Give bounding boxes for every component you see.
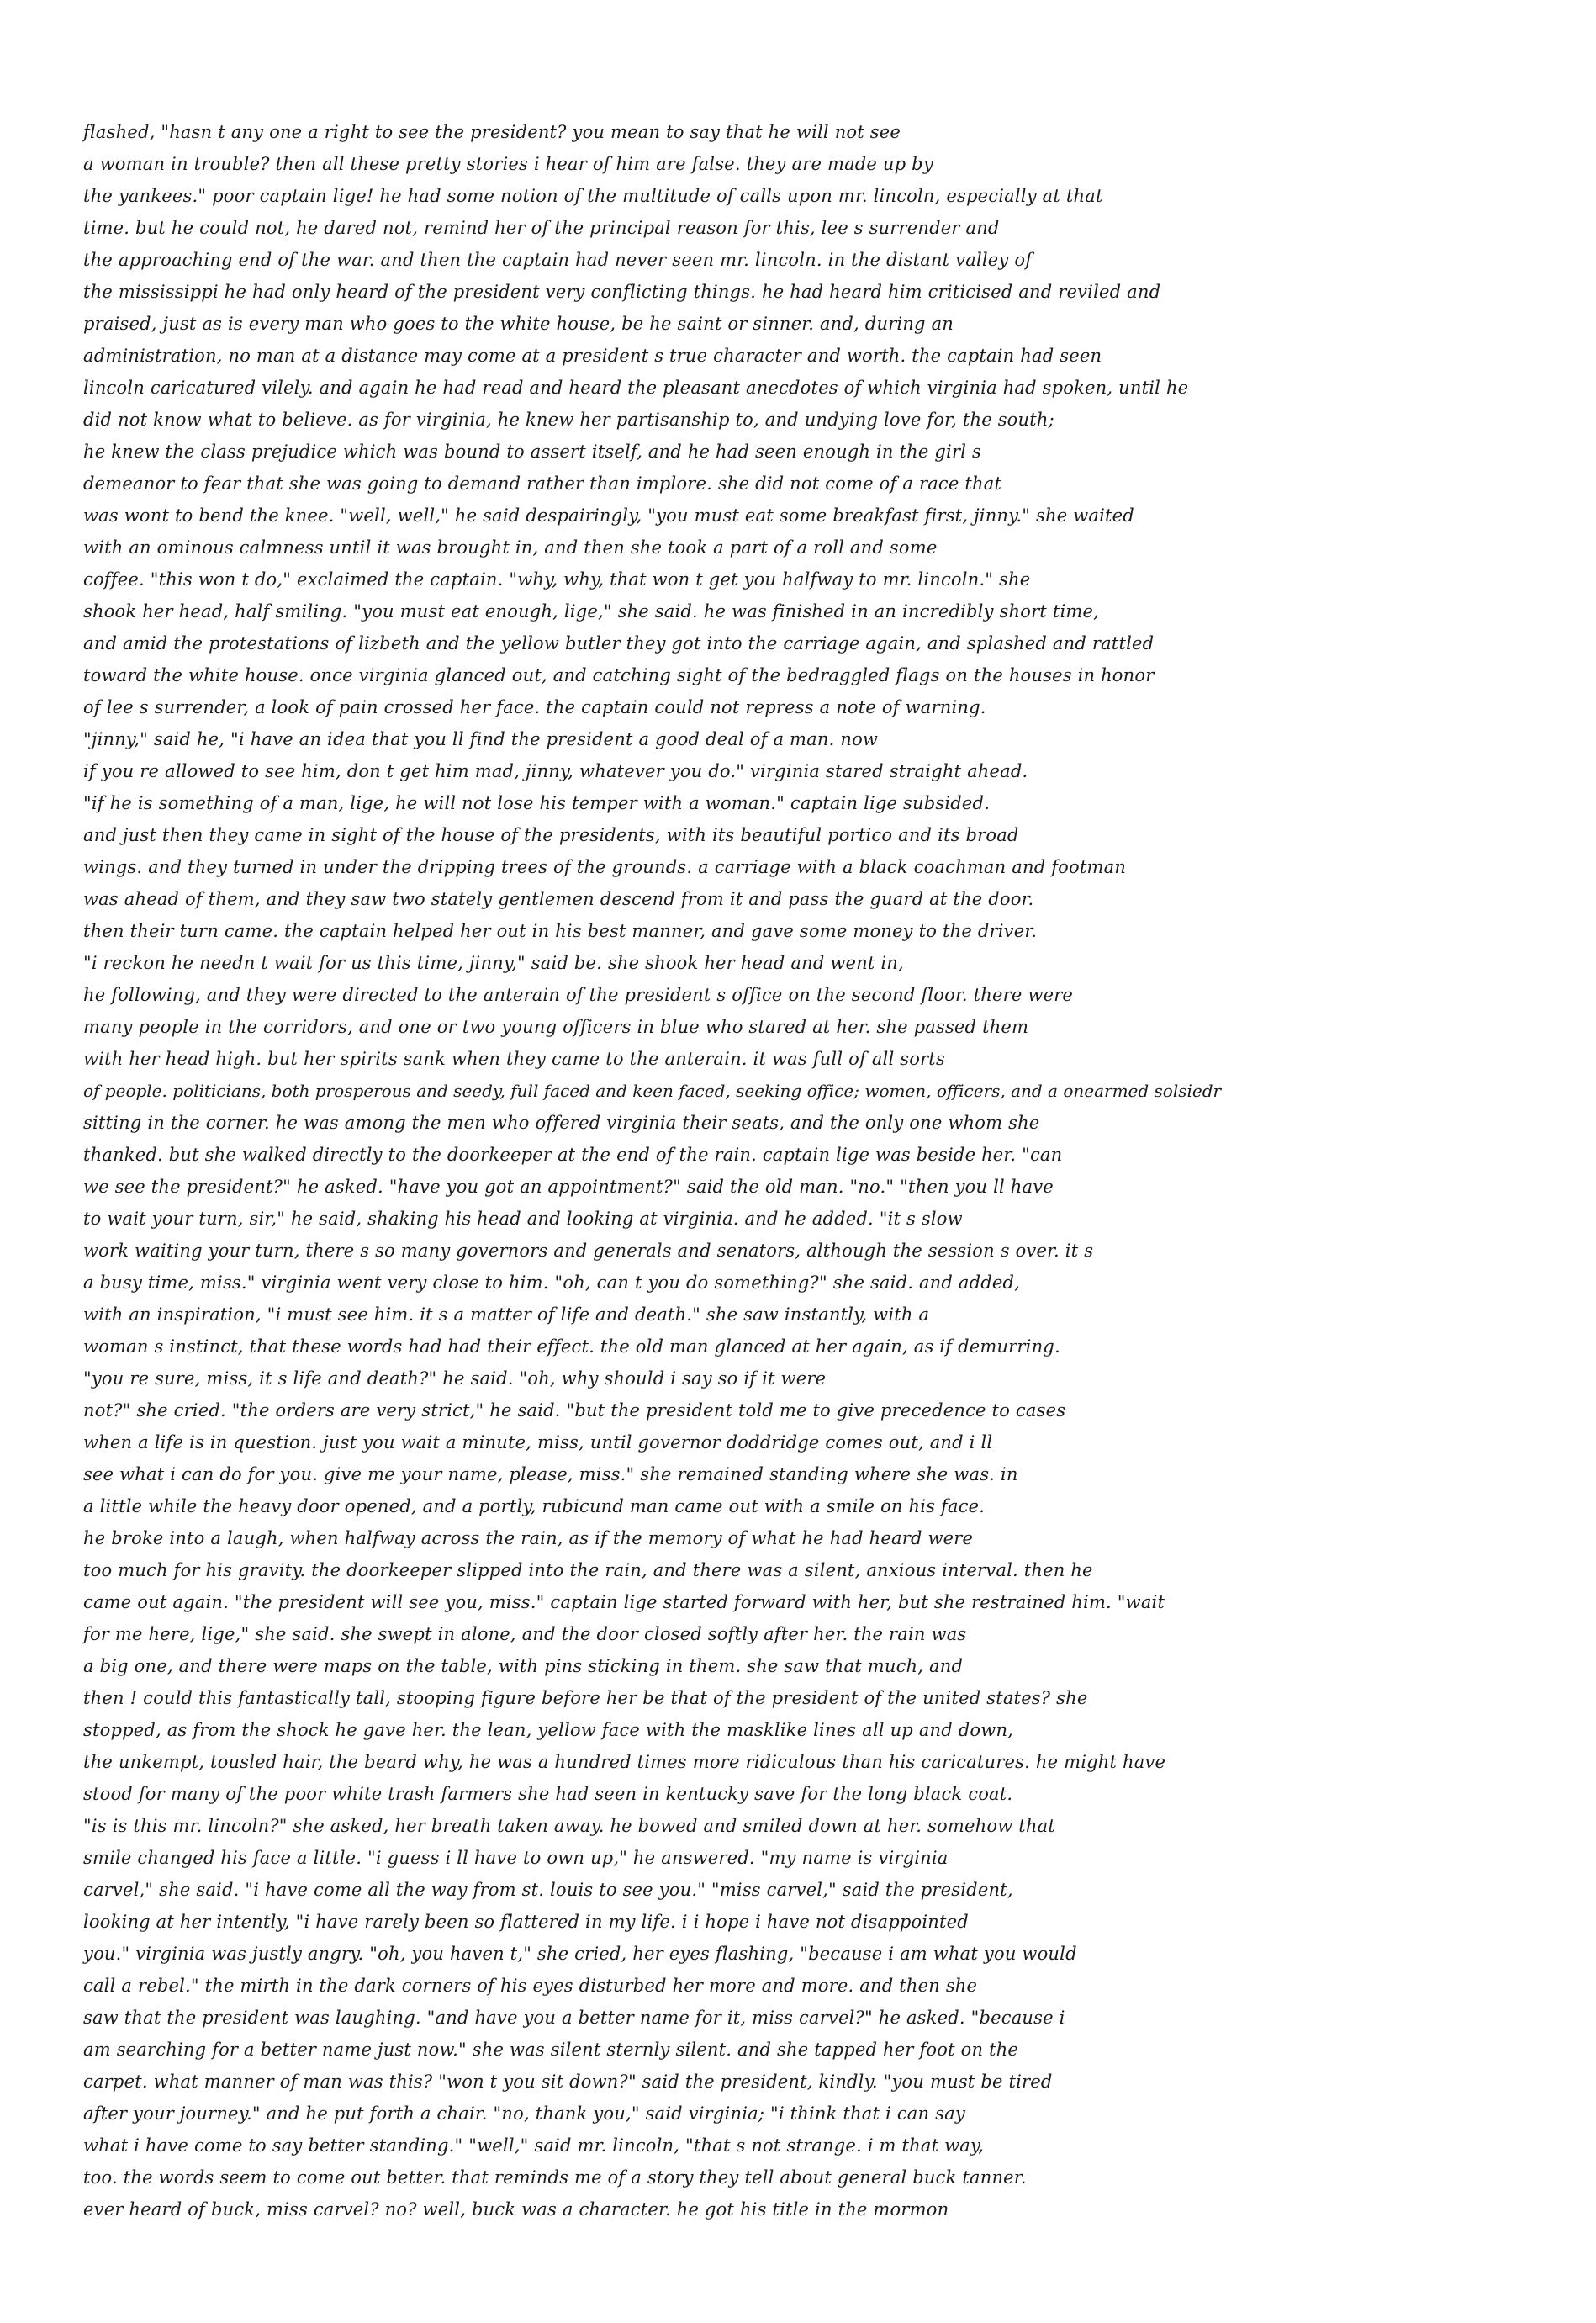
text-line: a little while the heavy door opened, and a portly, rubicund man came out with a smile on his face. (83, 1496, 986, 1516)
text-line: if you re allowed to see him, don t get him mad, jinny, whatever you do." virginia stared straight ahead. (83, 761, 1028, 781)
text-line: of lee s surrender, a look of pain crossed her face. the captain could not repress a note of warning. (83, 697, 986, 717)
text-line: carpet. what manner of man was this? "won t you sit down?" said the president, kindly. "you must be tired (83, 2072, 1053, 2092)
text-line: too much for his gravity. the doorkeeper slipped into the rain, and there was a silent, anxious interval. then he (83, 1560, 1093, 1580)
text-line: he knew the class prejudice which was bound to assert itself, and he had seen enough in the girl s (83, 442, 981, 462)
text-line: lincoln caricatured vilely. and again he had read and heard the pleasant anecdotes of which virginia had spoken, until he (83, 378, 1189, 398)
text-line: stood for many of the poor white trash farmers she had seen in kentucky save for the long black coat. (83, 1784, 1013, 1804)
text-line: was wont to bend the knee. "well, well," he said despairingly, "you must eat some breakfast first, jinny." she waited (83, 505, 1134, 526)
text-line: time. but he could not, he dared not, remind her of the principal reason for this, lee s surrender and (83, 218, 1000, 238)
text-line: and just then they came in sight of the house of the presidents, with its beautiful portico and its broad (83, 825, 1019, 845)
text-line: he following, and they were directed to the anterain of the president s office on the second floor. there were (83, 985, 1074, 1005)
text-line: "if he is something of a man, lige, he will not lose his temper with a woman." captain lige subsided. (83, 793, 991, 813)
text-line: too. the words seem to come out better. that reminds me of a story they tell about general buck tanner. (83, 2167, 1027, 2188)
text-line: ever heard of buck, miss carvel? no? well, buck was a character. he got his title in the mormon (83, 2199, 949, 2220)
text-line: the yankees." poor captain lige! he had some notion of the multitude of calls upon mr. lincoln, especially at that (83, 186, 1103, 206)
text-line: carvel," she said. "i have come all the way from st. louis to see you." "miss carvel," said the president, (83, 1880, 1013, 1900)
text-line: the unkempt, tousled hair, the beard why, he was a hundred times more ridiculous than his caricatures. he might have (83, 1752, 1166, 1772)
text-line: did not know what to believe. as for virginia, he knew her partisanship to, and undying love for, the south; (83, 410, 1054, 430)
text-line: woman s instinct, that these words had had their effect. the old man glanced at her again, as if demurring. (83, 1336, 1060, 1357)
text-line: saw that the president was laughing. "and have you a better name for it, miss carvel?" he asked. "because i (83, 2008, 1065, 2028)
text-line: not?" she cried. "the orders are very strict," he said. "but the president told me to give precedence to cases (83, 1400, 1066, 1421)
text-line: came out again. "the president will see you, miss." captain lige started forward with her, but she restrained him. "wait (83, 1592, 1165, 1612)
text-line: the approaching end of the war. and then the captain had never seen mr. lincoln. in the distant valley of (83, 250, 1033, 270)
text-line: of people. politicians, both prosperous and seedy, full faced and keen faced, seeking office; women, officers, and a onearmed solsiedr (83, 1081, 1222, 1101)
text-line: see what i can do for you. give me your name, please, miss." she remained standing where she was. in (83, 1464, 1018, 1484)
text-line: praised, just as is every man who goes to the white house, be he saint or sinner. and, during an (83, 314, 954, 334)
text-line: you." virginia was justly angry. "oh, you haven t," she cried, her eyes flashing, "because i am what you would (83, 1944, 1077, 1964)
text-line: sitting in the corner. he was among the men who offered virginia their seats, and the only one whom she (83, 1113, 1040, 1133)
text-line: "you re sure, miss, it s life and death?" he said. "oh, why should i say so if it were (83, 1368, 827, 1389)
text-line: demeanor to fear that she was going to demand rather than implore. she did not come of a race that (83, 474, 1002, 494)
text-line: shook her head, half smiling. "you must eat enough, lige," she said. he was finished in an incredibly short time, (83, 601, 1099, 622)
text-line: we see the president?" he asked. "have you got an appointment?" said the old man. "no." "then you ll have (83, 1177, 1054, 1197)
text-line: "is is this mr. lincoln?" she asked, her breath taken away. he bowed and smiled down at her. somehow that (83, 1816, 1055, 1836)
text-line: thanked. but she walked directly to the doorkeeper at the end of the rain. captain lige was beside her. "can (83, 1145, 1063, 1165)
text-line: "jinny," said he, "i have an idea that you ll find the president a good deal of a man. now (83, 729, 879, 749)
text-line: smile changed his face a little. "i guess i ll have to own up," he answered. "my name is virginia (83, 1848, 949, 1868)
text-line: when a life is in question. just you wait a minute, miss, until governor doddridge comes out, and i ll (83, 1432, 993, 1453)
text-line: a big one, and there were maps on the table, with pins sticking in them. she saw that much, and (83, 1656, 964, 1676)
text-line: with her head high. but her spirits sank when they came to the anterain. it was full of all sorts (83, 1049, 945, 1069)
text-line: what i have come to say better standing." "well," said mr. lincoln, "that s not strange. i m that way, (83, 2135, 985, 2156)
text-line: flashed, "hasn t any one a right to see the president? you mean to say that he will not see (83, 122, 901, 142)
text-line: for me here, lige," she said. she swept in alone, and the door closed softly after her. the rain was (83, 1624, 967, 1644)
text-line: was ahead of them, and they saw two stately gentlemen descend from it and pass the guard at the door. (83, 889, 1034, 909)
text-line: with an ominous calmness until it was brought in, and then she took a part of a roll and some (83, 537, 938, 558)
text-line: many people in the corridors, and one or two young officers in blue who stared at her. she passed them (83, 1017, 1029, 1037)
text-line: "i reckon he needn t wait for us this time, jinny," said be. she shook her head and went in, (83, 953, 904, 973)
text-line: with an inspiration, "i must see him. it s a matter of life and death." she saw instantly, with a (83, 1304, 930, 1325)
text-line: a woman in trouble? then all these pretty stories i hear of him are false. they are made up by (83, 154, 933, 174)
text-line: the mississippi he had only heard of the president very conflicting things. he had heard him criticised and reviled and (83, 282, 1161, 302)
text-line: then ! could this fantastically tall, stooping figure before her be that of the president of the united states? she (83, 1688, 1088, 1708)
text-line: call a rebel." the mirth in the dark corners of his eyes disturbed her more and more. and then she (83, 1976, 978, 1996)
text-line: he broke into a laugh, when halfway across the rain, as if the memory of what he had heard were (83, 1528, 974, 1548)
text-line: looking at her intently, "i have rarely been so flattered in my life. i i hope i have not disappointed (83, 1912, 969, 1932)
text-line: to wait your turn, sir," he said, shaking his head and looking at virginia. and he added. "it s slow (83, 1209, 963, 1229)
text-line: a busy time, miss." virginia went very close to him. "oh, can t you do something?" she said. and added, (83, 1273, 1021, 1293)
text-line: administration, no man at a distance may come at a president s true character and worth. the captain had seen (83, 346, 1102, 366)
text-line: stopped, as from the shock he gave her. the lean, yellow face with the masklike lines all up and down, (83, 1720, 1014, 1740)
text-line: wings. and they turned in under the dripping trees of the grounds. a carriage with a black coachman and footman (83, 857, 1127, 877)
text-line: and amid the protestations of lizbeth and the yellow butler they got into the carriage again, and splashed and rattled (83, 633, 1155, 654)
text-line: toward the white house. once virginia glanced out, and catching sight of the bedraggled flags on the houses in honor (83, 665, 1155, 685)
text-line: am searching for a better name just now." she was silent sternly silent. and she tapped her foot on the (83, 2040, 1019, 2060)
body-text (83, 116, 1563, 2225)
text-line: after your journey." and he put forth a chair. "no, thank you," said virginia; "i think that i can say (83, 2103, 965, 2124)
text-line: work waiting your turn, there s so many governors and generals and senators, although the session s over. it s (83, 1241, 1094, 1261)
text-line: then their turn came. the captain helped her out in his best manner, and gave some money to the driver. (83, 921, 1038, 941)
text-line: coffee. "this won t do," exclaimed the captain. "why, why, that won t get you halfway to mr. lincoln." she (83, 569, 1031, 590)
